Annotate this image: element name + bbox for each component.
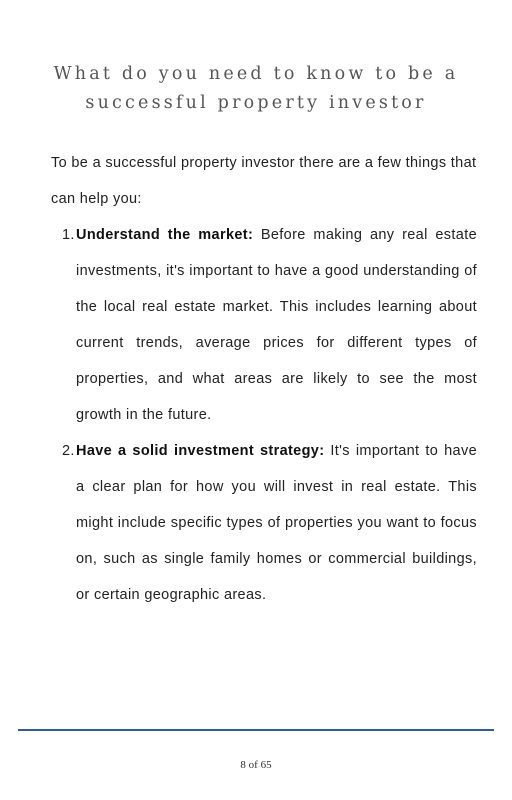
list-item-heading: Have a solid investment strategy:: [76, 443, 325, 459]
list-item: [51, 433, 477, 613]
list-item-heading: Understand the market:: [76, 227, 254, 243]
body-content: [51, 145, 477, 613]
title-line-2: successful property investor: [85, 93, 427, 113]
list-item-body: It's important to have a clear plan for how you will invest in real estate. This might include specific types of properties you want to focus on, such as single family homes or commercial buildings, or certain geographic areas.: [76, 443, 477, 603]
list-item: [51, 217, 477, 433]
page-number: 8 of 65: [240, 759, 272, 771]
title-line-1: What do you need to know to be a: [53, 64, 459, 84]
page-title: [40, 60, 472, 118]
list-item-body: Before making any real estate investments, it's important to have a good understanding of the local real estate market. This includes learning about current trends, average prices for different types of properties, and what areas are likely to see the most growth in the future.: [76, 227, 477, 423]
tips-list: [51, 217, 477, 613]
footer-divider: [18, 729, 494, 731]
list-item-number: 2.: [62, 443, 75, 459]
intro-paragraph: To be a successful property investor there are a few things that can help you:: [51, 155, 477, 207]
list-item-number: 1.: [62, 227, 75, 243]
